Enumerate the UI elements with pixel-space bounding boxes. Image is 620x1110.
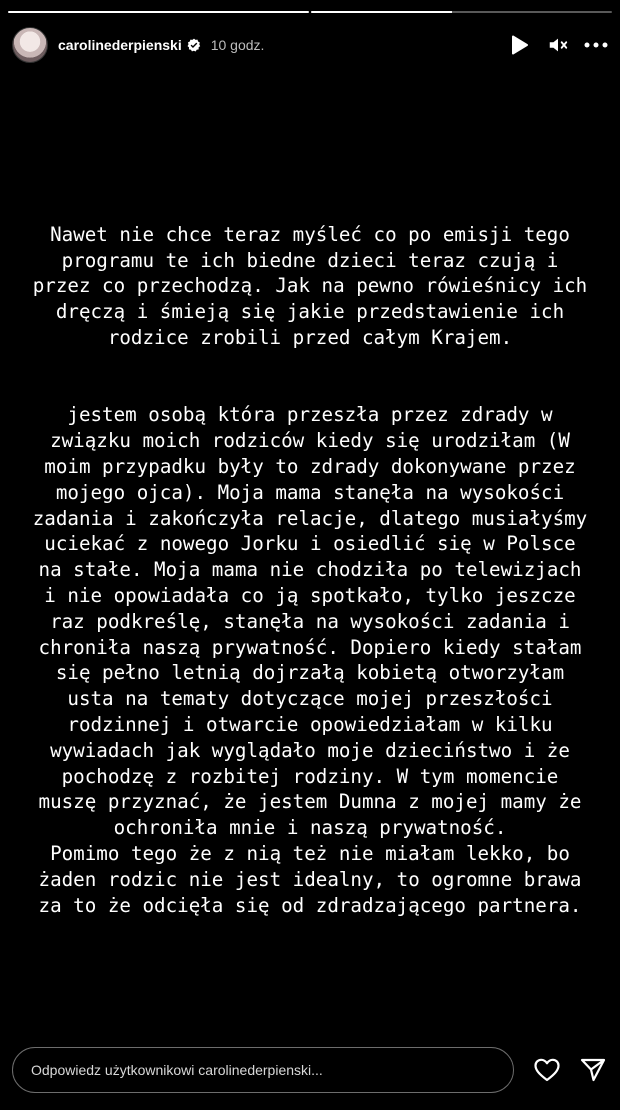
muted-speaker-icon (547, 34, 569, 56)
more-dots-icon (584, 42, 608, 48)
send-icon (580, 1057, 606, 1083)
reply-input[interactable] (12, 1047, 514, 1093)
story-controls (508, 33, 608, 57)
story-text-content (30, 196, 590, 944)
story-progress-segment (8, 11, 309, 13)
story-header (12, 26, 608, 64)
username[interactable]: carolinederpienski (58, 37, 182, 53)
story-paragraph: Nawet nie chce teraz myśleć co po emisji tego programu te ich biedne dzieci teraz czują i przez co przechodzą. Jak na pewno rówieśnicy ich dręczą i śmieją się jakie przedstawienie ich rodzice zrobili przed całym Krajem. (32, 222, 588, 349)
story-progress-segment (311, 11, 612, 13)
more-options-button[interactable] (584, 33, 608, 57)
post-time: 10 godz. (210, 37, 265, 53)
like-button[interactable] (532, 1055, 562, 1085)
play-button[interactable] (508, 33, 532, 57)
story-progress-bar (8, 11, 612, 13)
play-icon (511, 35, 529, 55)
share-button[interactable] (578, 1055, 608, 1085)
heart-icon (534, 1058, 560, 1082)
verified-badge-icon (187, 38, 201, 52)
reply-bar (12, 1046, 608, 1094)
story-progress-fill (311, 11, 452, 13)
story-progress-fill (8, 11, 309, 13)
story-paragraph: jestem osobą która przeszła przez zdrady w związku moich rodziców kiedy się urodziłam (W moim przypadku były to zdrady dokonywane przez mojego ojca). Moja mama stanęła na wysokości zadania i zakończyła relacje, dlatego musiałyśmy uciekać z nowego Jorku i osiedlić się w Polsce na stałe. Moja mama nie chodziła po telewizjach i nie opowiadała co ją spotkało, tylko jeszcze raz podkreślę, stanęła na wysokości zadania i chroniła naszą prywatność. Dopiero kiedy stałam się pełno letnią dojrzałą kobietą otworzyłam usta na tematy dotyczące mojej przeszłości rodzinnej i otwarcie opowiedziałam w kilku wywiadach jak wyglądało moje dzieciństwo i że pochodzę z rozbitej rodziny. W tym momencie muszę przyznać, że jestem Dumna z mojej mamy że ochroniła mnie i naszą prywatność. Pomimo tego że z nią też nie miałam lekko, bo żaden rodzic nie jest idealny, to ogromne brawa za to że odcięła się od zdradzającego partnera. (32, 403, 588, 917)
mute-button[interactable] (546, 33, 570, 57)
avatar[interactable] (12, 27, 48, 63)
